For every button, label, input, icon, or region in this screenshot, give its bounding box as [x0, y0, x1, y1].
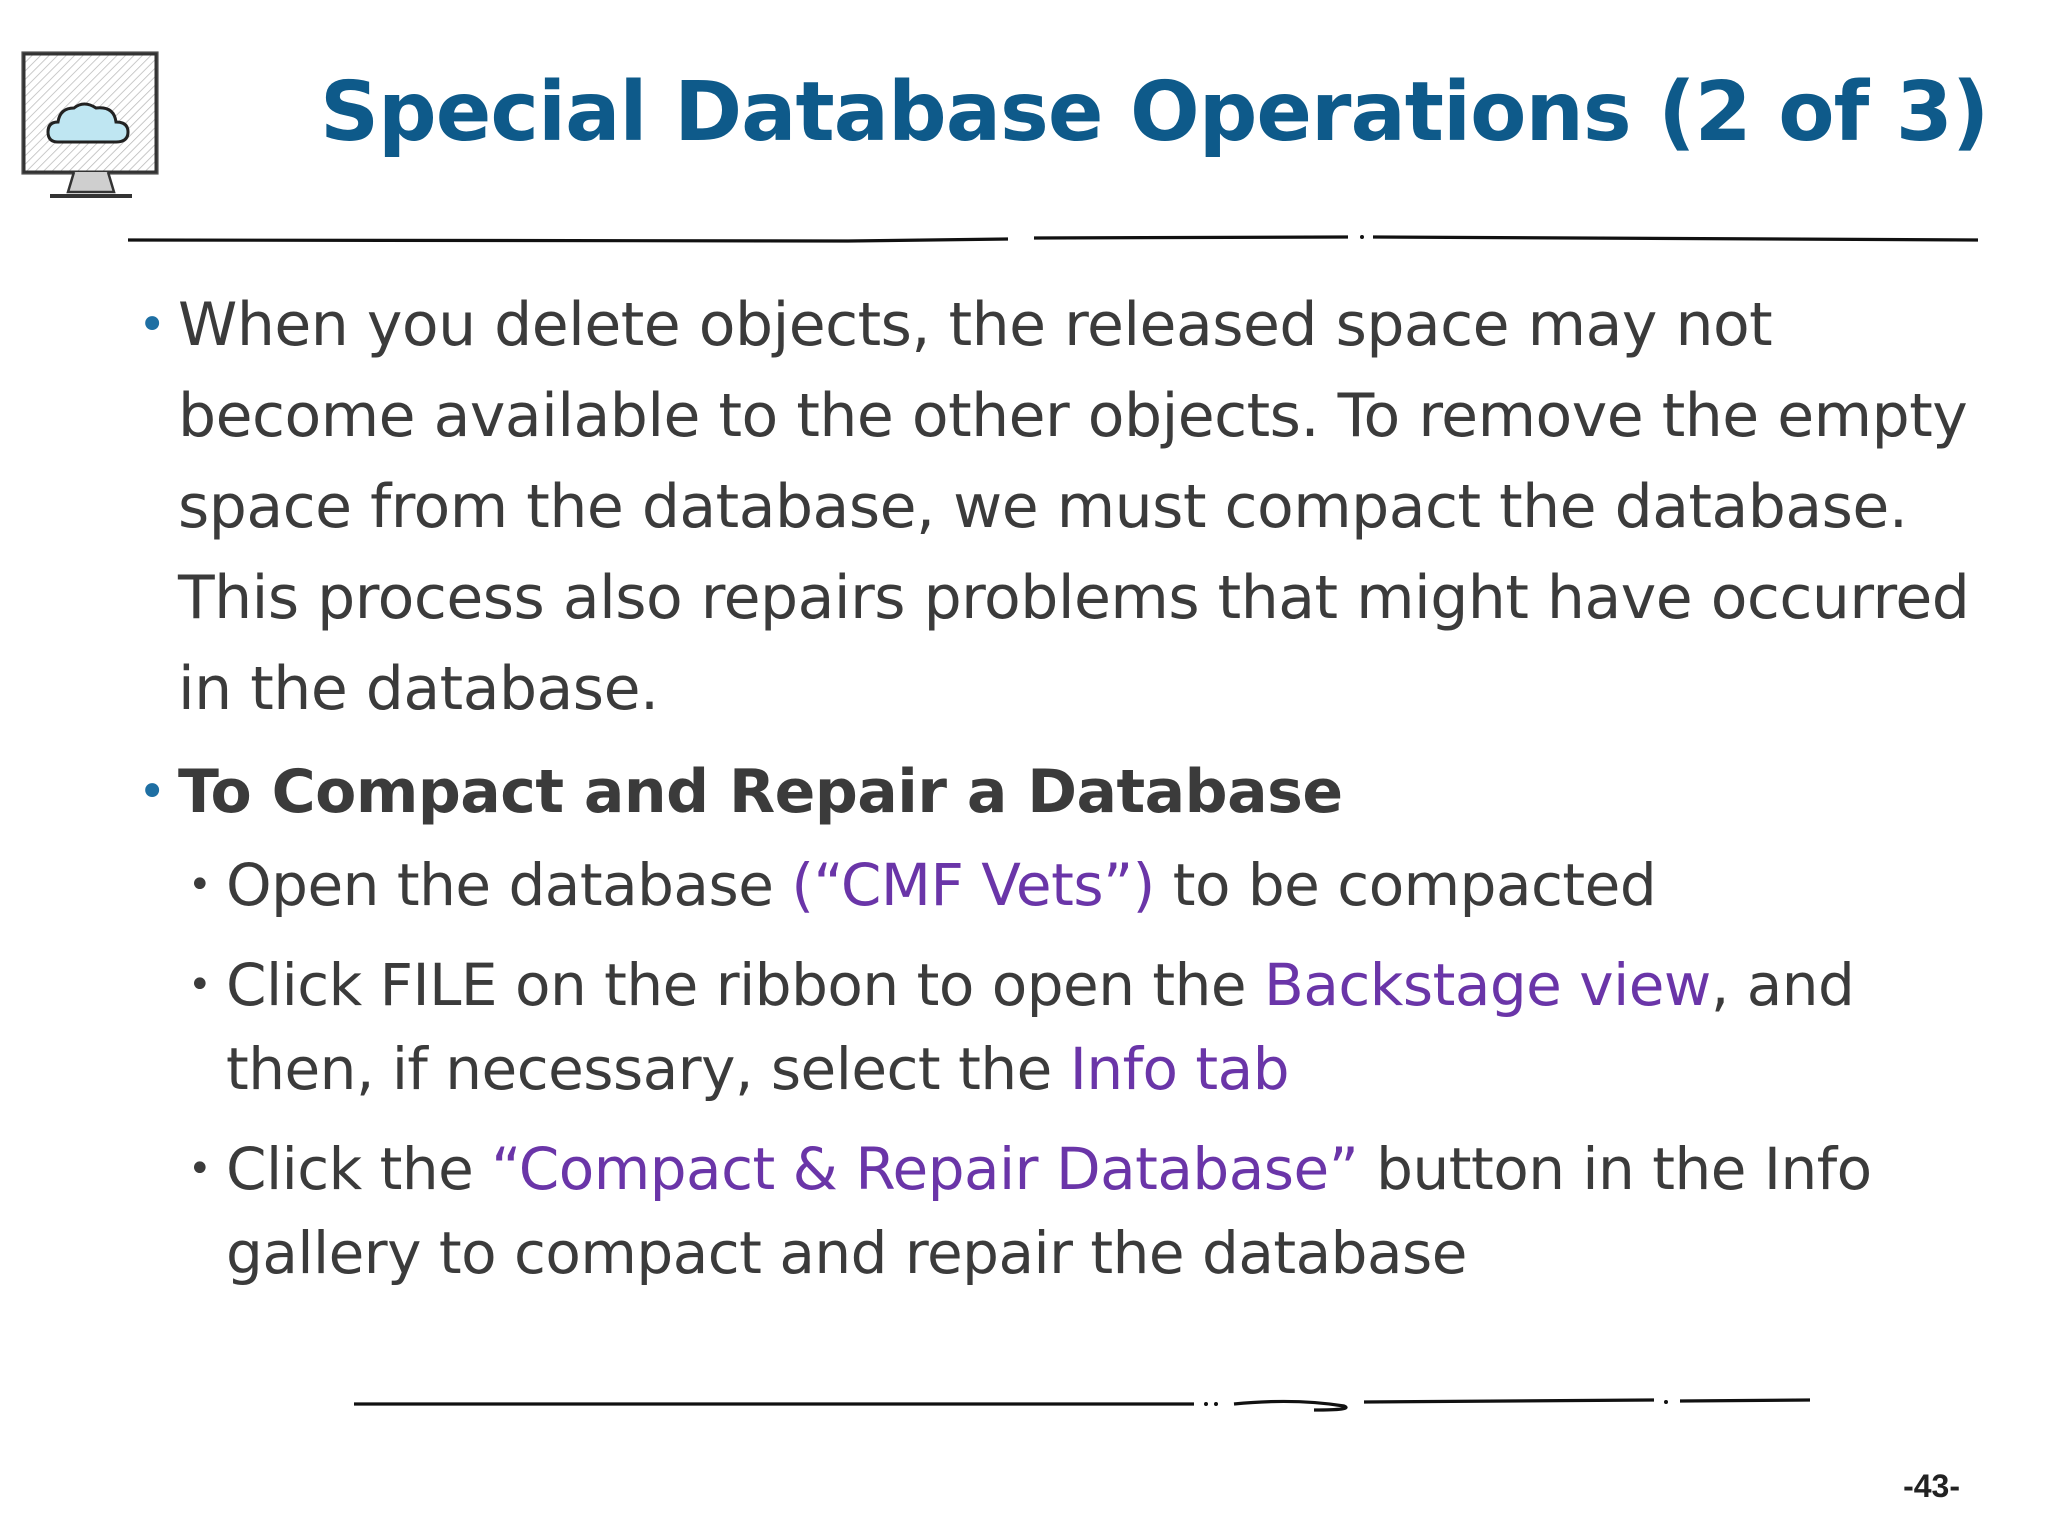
step-highlight: “Compact & Repair Database”	[491, 1135, 1359, 1203]
sub-bullet-dot: •	[188, 962, 212, 1008]
step-text: button in the Info gallery to compact and repair the database	[226, 1135, 1872, 1287]
step-open-backstage	[188, 943, 1978, 1111]
bottom-divider	[354, 1390, 1810, 1420]
bullet-compact-explanation	[138, 280, 1978, 735]
bullet-dot: •	[138, 297, 166, 353]
sub-bullet-dot: •	[188, 1146, 212, 1192]
step-open-database	[188, 843, 1978, 927]
top-divider	[128, 228, 1978, 248]
step-compact-repair	[188, 1127, 1978, 1295]
sub-bullet-dot: •	[188, 862, 212, 908]
bullet-compact-heading	[138, 747, 1978, 837]
page-number: -43-	[1903, 1468, 1960, 1504]
bullet-text: When you delete objects, the released space may not become available to the other objects. To remove the empty space from the database, we must compact the database. This process also repairs problems that might have occurred in the database.	[178, 290, 1970, 724]
step-highlight: Backstage view	[1264, 951, 1711, 1019]
step-text: Click FILE on the ribbon to open the	[226, 951, 1265, 1019]
step-highlight: (“CMF Vets”)	[791, 851, 1155, 919]
bullet-dot: •	[138, 764, 166, 820]
step-highlight: Info tab	[1069, 1035, 1290, 1103]
step-text: Open the database	[226, 851, 792, 919]
step-text: , and then, if necessary, select the	[226, 951, 1855, 1103]
step-text: to be compacted	[1154, 851, 1657, 919]
cloud-monitor-icon	[20, 50, 162, 210]
bullet-heading: To Compact and Repair a Database	[178, 757, 1343, 827]
slide-content	[138, 280, 1978, 1295]
step-text: Click the	[226, 1135, 492, 1203]
slide-title: Special Database Operations (2 of 3)	[320, 65, 1989, 160]
